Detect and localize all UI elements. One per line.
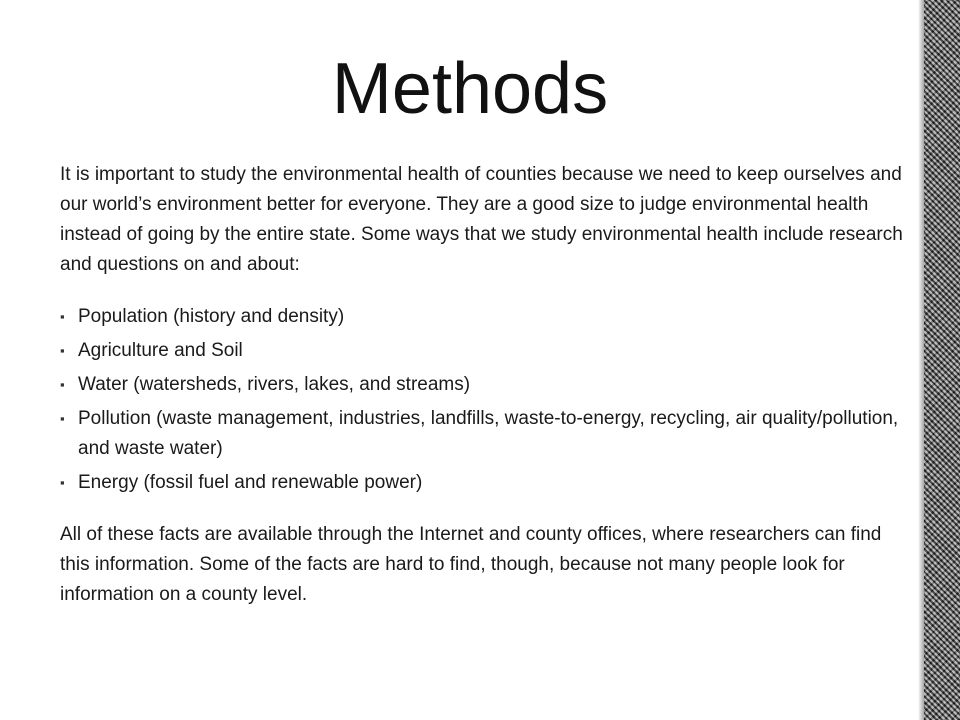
intro-paragraph: It is important to study the environmental health of counties because we need to keep ourselves and our world’s environment better for everyone. They are a good size to judge environmental health instead of going by the entire state. Some ways that we study environmental health include research and questions on and about: — [60, 164, 903, 275]
bullet-item — [60, 370, 912, 400]
square-bullet-icon: ▪ — [60, 377, 65, 392]
bullet-item — [60, 468, 912, 498]
bullet-list — [60, 302, 912, 498]
slide-body — [60, 160, 912, 610]
slide-title: Methods — [331, 49, 609, 129]
square-bullet-icon: ▪ — [60, 475, 65, 490]
square-bullet-icon: ▪ — [60, 411, 65, 426]
square-bullet-icon: ▪ — [60, 343, 65, 358]
closing-paragraph: All of these facts are available through the Internet and county offices, where researchers can find this information. Some of the facts are hard to find, though, because not many people look for information on a county level. — [60, 524, 882, 605]
bullet-text: Energy (fossil fuel and renewable power) — [78, 472, 423, 493]
bullet-item — [60, 302, 912, 332]
bullet-text: Pollution (waste management, industries, landfills, waste-to-energy, recycling, air quality/pollution, and waste water) — [78, 408, 899, 459]
bullet-text: Water (watersheds, rivers, lakes, and streams) — [78, 374, 471, 395]
bullet-item — [60, 336, 912, 366]
bullet-item — [60, 404, 912, 464]
textured-edge-border — [924, 0, 960, 720]
bullet-text: Population (history and density) — [78, 306, 345, 327]
square-bullet-icon: ▪ — [60, 309, 65, 324]
bullet-text: Agriculture and Soil — [78, 340, 243, 361]
